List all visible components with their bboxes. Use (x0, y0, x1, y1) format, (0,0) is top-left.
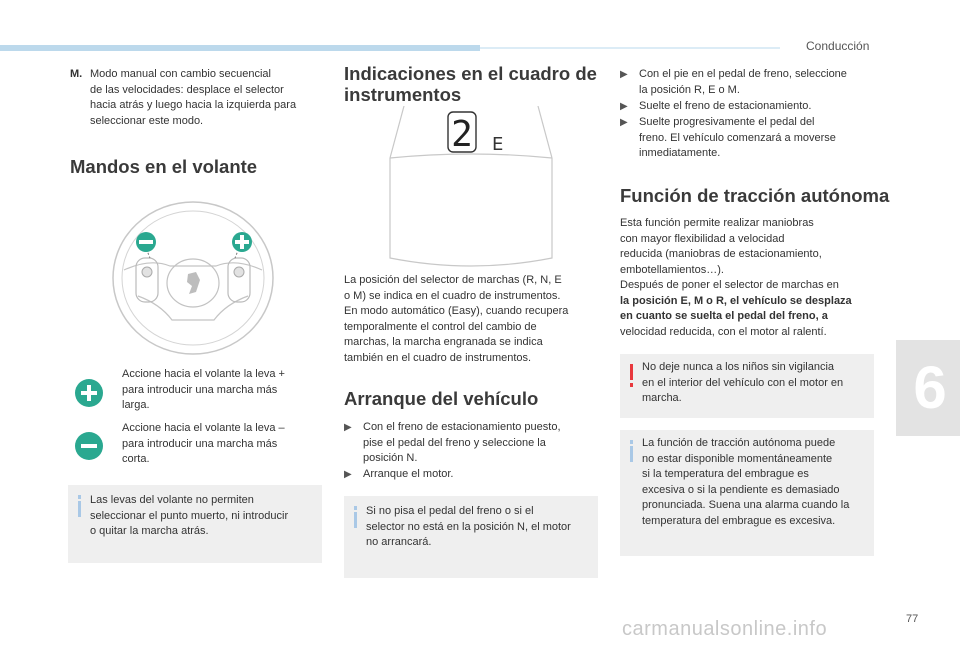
cluster-display-illustration (388, 106, 554, 268)
header-rule (480, 47, 780, 49)
plus-paddle-text: Accione hacia el volante la leva + para introducir una marcha más larga. (122, 368, 285, 411)
traction-title: Función de tracción autónoma (620, 185, 890, 206)
cluster-title: Indicaciones en el cuadro de instrumentos (344, 63, 597, 105)
info-icon (630, 440, 633, 444)
warning-icon (630, 364, 633, 380)
mode-m-label: M. (70, 68, 83, 80)
plus-circle-icon (75, 379, 103, 407)
mode-letter: E (492, 134, 504, 155)
warning-note: No deje nunca a los niños sin vigilancia en el interior del vehículo con el motor en marcha. (620, 354, 874, 418)
right-bullet-1: ▶ Con el pie en el pedal de freno, seleccione la posición R, E o M. (620, 68, 847, 96)
page-number: 77 (906, 613, 919, 625)
chapter-number: 6 (913, 354, 947, 421)
bullet-arrow-icon: ▶ (620, 117, 628, 128)
bullet-arrow-icon: ▶ (620, 101, 628, 112)
steering-wheel-illustration (110, 200, 280, 355)
info-icon (78, 495, 81, 499)
gear-digit: 2 (451, 114, 473, 155)
bullet-arrow-icon: ▶ (344, 469, 352, 480)
mode-m-text: Modo manual con cambio secuencial de las velocidades: desplace el selector hacia atrás y luego hacia la izquierda para seleccionar este modo. (90, 68, 297, 127)
start-title: Arranque del vehículo (344, 388, 539, 409)
start-bullet-2: ▶ Arranque el motor. (344, 467, 594, 483)
info-note-right: La función de tracción autónoma puede no estar disponible momentáneamente si la temperatura del embrague es excesiva o si la pendiente es demasiado pronunciada. Suena una alarma cuando la temperatura del embrague es excesiva. (620, 430, 874, 556)
info-icon (354, 506, 357, 510)
info-note-left: Las levas del volante no permiten seleccionar el punto muerto, ni introducir o quitar la marcha atrás. (68, 485, 322, 563)
start-bullet-1: ▶ Con el freno de estacionamiento puesto, pise el pedal del freno y seleccione la posición N. (344, 421, 561, 464)
section-title: Conducción (806, 39, 870, 53)
header-bar (0, 45, 480, 51)
watermark: carmanualsonline.info (622, 618, 828, 640)
right-bullet-3: ▶ Suelte progresivamente el pedal del freno. El vehículo comenzará a moverse inmediatamente. (620, 116, 836, 159)
minus-paddle-text: Accione hacia el volante la leva – para introducir una marcha más corta. (122, 422, 285, 465)
bullet-arrow-icon: ▶ (344, 422, 352, 433)
info-note-middle: Si no pisa el pedal del freno o si el selector no está en la posición N, el motor no arrancará. (344, 496, 598, 578)
peugeot-lion-logo (187, 272, 200, 294)
steering-title: Mandos en el volante (70, 156, 258, 177)
traction-paragraph: Esta función permite realizar maniobras con mayor flexibilidad a velocidad reducida (maniobras de estacionamiento, embotellamientos…). Después de poner el selector de marchas en la posición E, M o R, el vehículo se desplaza en cuanto se suelta el pedal del freno, a velocidad reducida, con el motor al ralentí. (620, 217, 852, 338)
bullet-arrow-icon: ▶ (620, 69, 628, 80)
cluster-paragraph: La posición del selector de marchas (R, N, E o M) se indica en el cuadro de instrumentos. En modo automático (Easy), cuando recupera temporalmente el control del cambio de marchas, la marcha engranada se indica también en el cuadro de instrumentos. (344, 274, 569, 364)
right-bullet-2: ▶ Suelte el freno de estacionamiento. (620, 99, 875, 115)
minus-circle-icon (75, 432, 103, 460)
